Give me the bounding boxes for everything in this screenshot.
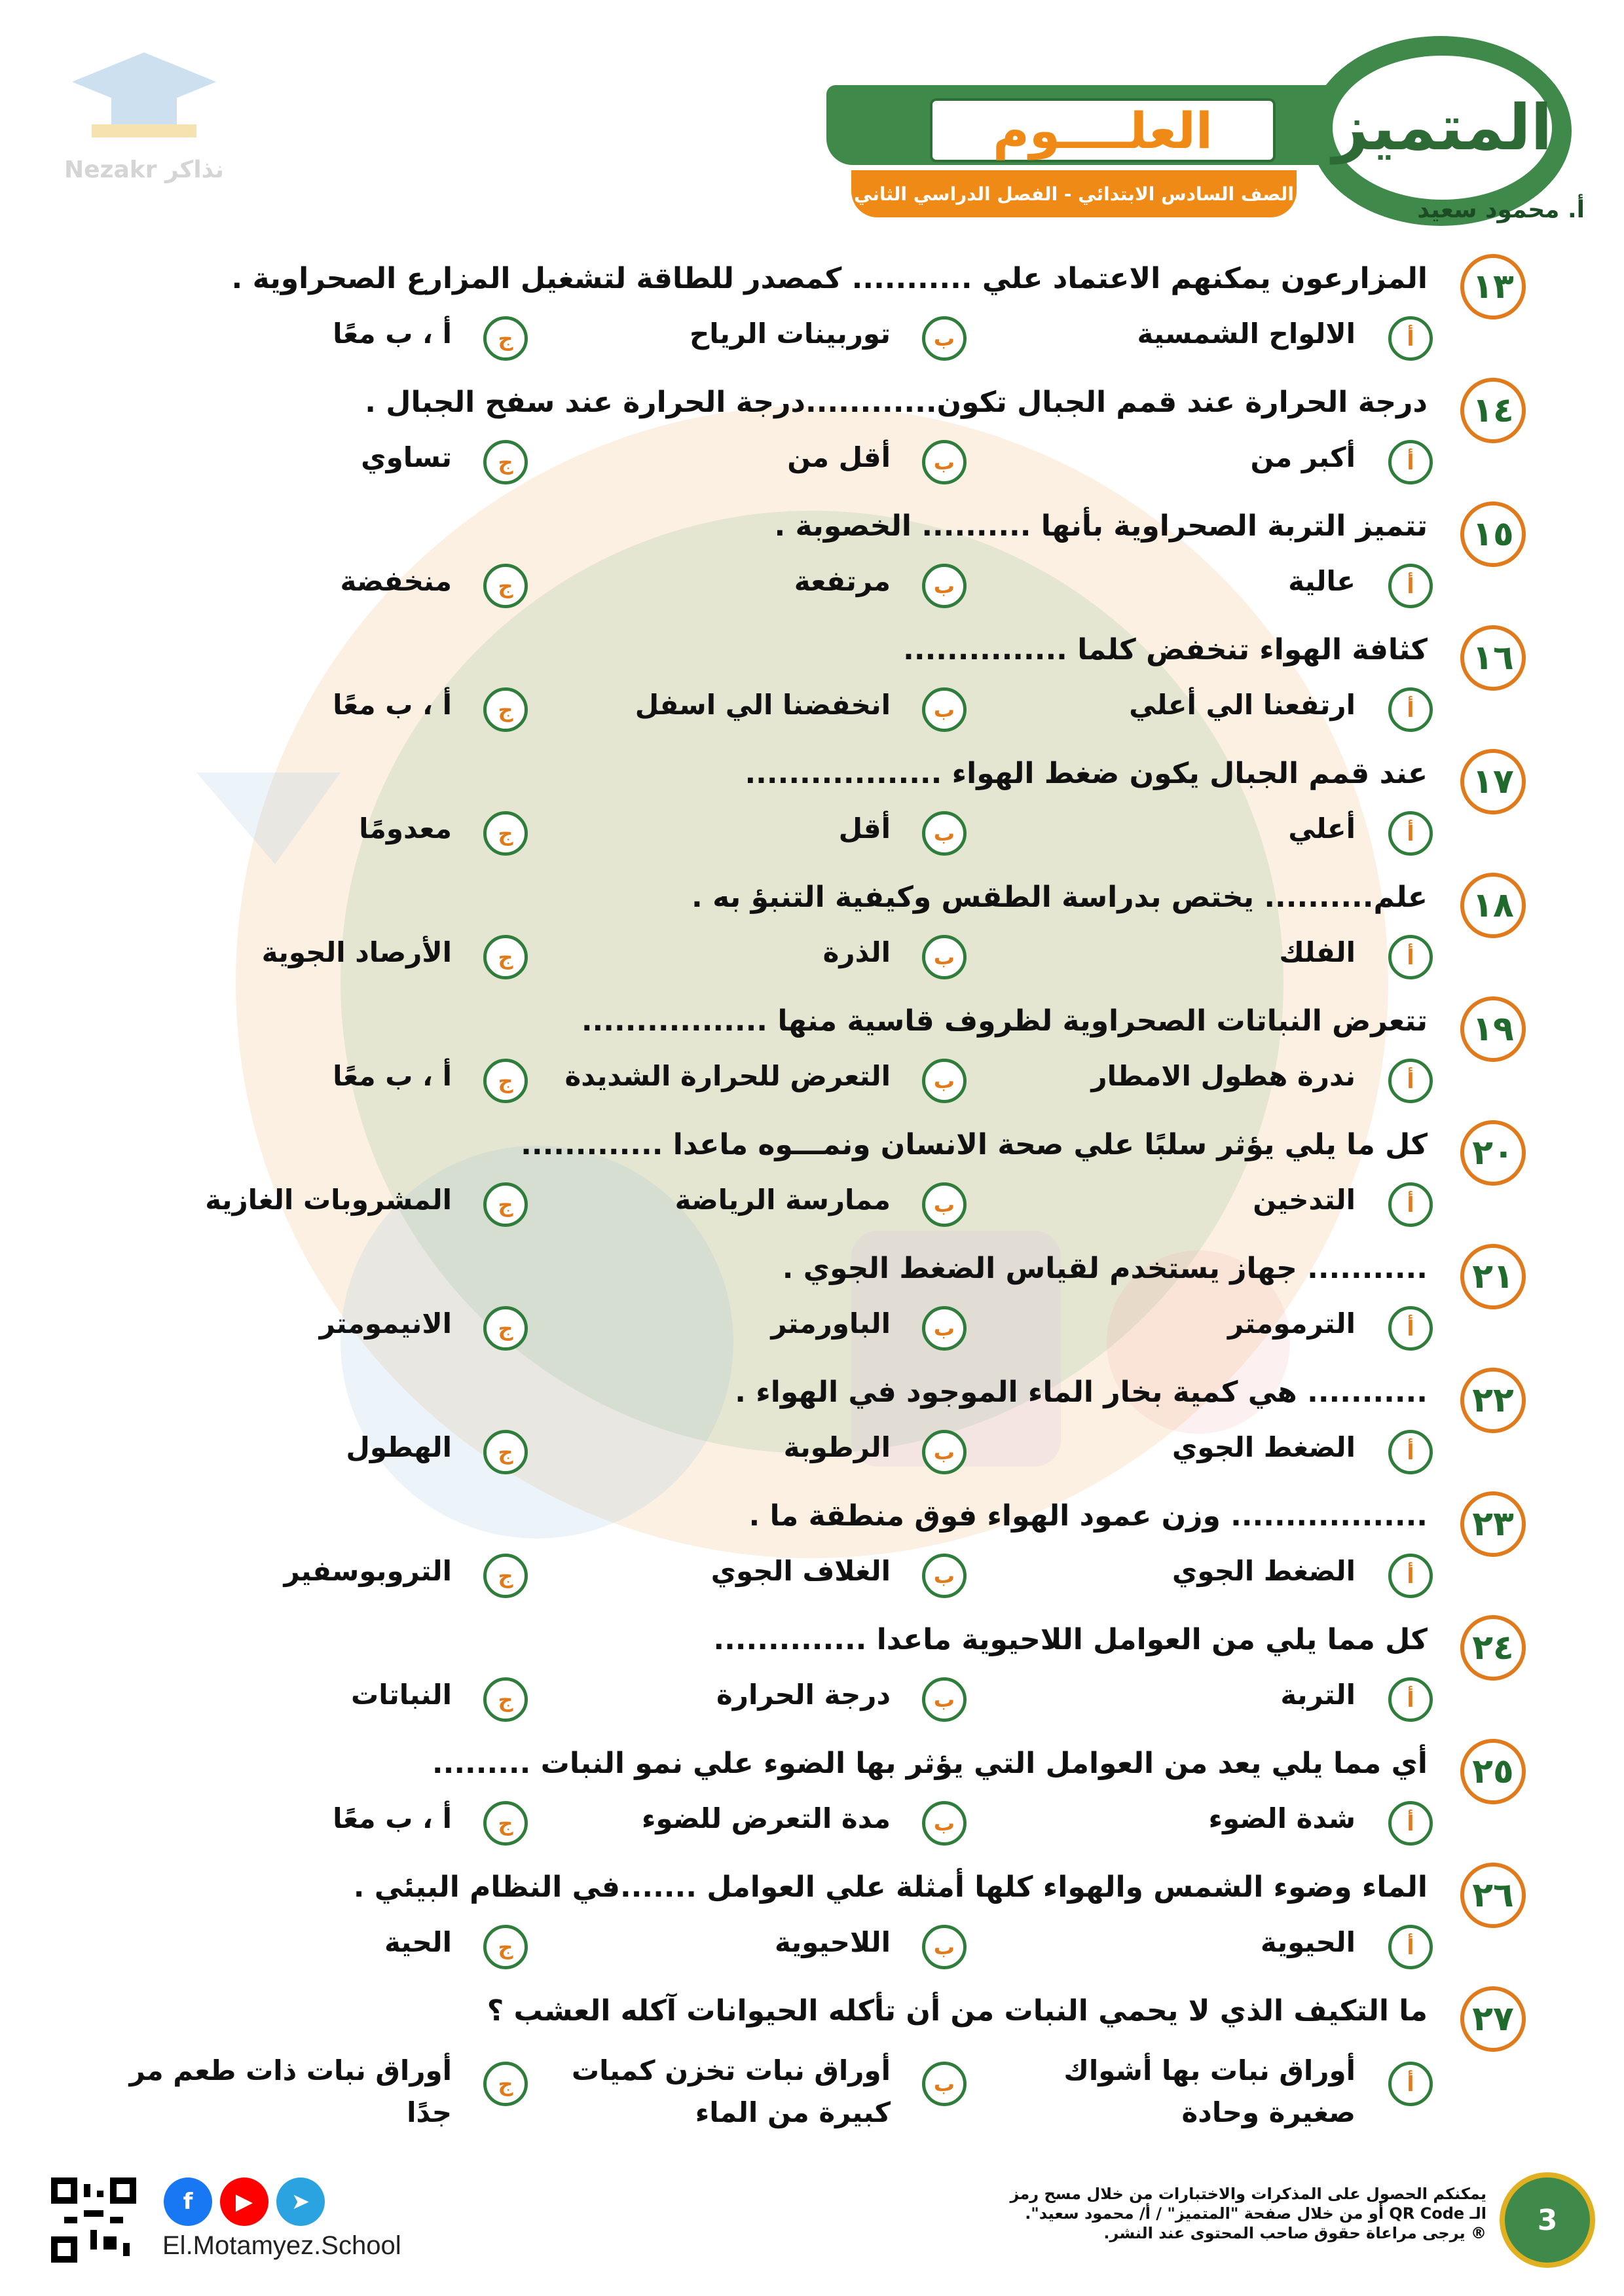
footer-note-line2: الـ QR Code أو من خلال صفحة "المتميز" / أ/ محمود سعيد". <box>1025 2204 1486 2223</box>
option-c-badge[interactable]: ج <box>483 316 528 361</box>
option-a-badge[interactable]: أ <box>1388 811 1433 856</box>
option-a-badge[interactable]: أ <box>1388 1182 1433 1227</box>
option-a-text[interactable]: شدة الضوء <box>1208 1802 1356 1834</box>
option-b-badge[interactable]: ب <box>922 935 967 979</box>
option-a-text[interactable]: الالواح الشمسية <box>1137 318 1356 350</box>
option-a-badge[interactable]: أ <box>1388 1059 1433 1103</box>
option-a-badge[interactable]: أ <box>1388 935 1433 979</box>
option-c-text[interactable]: الأرصاد الجوية <box>261 936 452 968</box>
subject-title: العلــــوم <box>930 98 1276 162</box>
facebook-icon[interactable]: f <box>164 2178 212 2226</box>
question-number: ١٦ <box>1460 625 1526 691</box>
option-b-badge[interactable]: ب <box>922 1677 967 1722</box>
page-number: 3 <box>1500 2172 1595 2268</box>
option-b-badge[interactable]: ب <box>922 316 967 361</box>
option-c-badge[interactable]: ج <box>483 1059 528 1103</box>
option-c-badge[interactable]: ج <box>483 935 528 979</box>
option-b-badge[interactable]: ب <box>922 564 967 608</box>
option-b-text[interactable]: مدة التعرض للضوء <box>641 1802 891 1834</box>
option-a-text[interactable]: الحيوية <box>1260 1926 1356 1958</box>
option-a-text[interactable]: الضغط الجوي <box>1172 1431 1356 1463</box>
option-c-text[interactable]: النباتات <box>351 1679 452 1711</box>
option-c-text[interactable]: أ ، ب معًا <box>333 1802 452 1834</box>
question-text: كل مما يلي من العوامل اللاحيوية ماعدا .............. <box>713 1623 1428 1656</box>
graduation-cap-icon <box>46 46 242 151</box>
teacher-name: أ. محمود سعيد <box>1417 196 1585 223</box>
option-c-badge[interactable]: ج <box>483 1925 528 1969</box>
option-a-badge[interactable]: أ <box>1388 2062 1433 2106</box>
option-b-text[interactable]: أوراق نبات تخزن كميات كبيرة من الماء <box>571 2054 891 2128</box>
option-a-text[interactable]: ندرة هطول الامطار <box>1091 1060 1356 1092</box>
question-number: ١٥ <box>1460 501 1526 567</box>
option-b-badge[interactable]: ب <box>922 2062 967 2106</box>
option-c-badge[interactable]: ج <box>483 2062 528 2106</box>
option-c-badge[interactable]: ج <box>483 1182 528 1227</box>
question-number: ٢٤ <box>1460 1615 1526 1681</box>
option-a-text[interactable]: التدخين <box>1253 1184 1356 1216</box>
option-a-badge[interactable]: أ <box>1388 1677 1433 1722</box>
question-text: عند قمم الجبال يكون ضغط الهواء .................. <box>745 757 1428 790</box>
option-b-badge[interactable]: ب <box>922 1801 967 1846</box>
option-c-text[interactable]: منخفضة <box>340 565 452 597</box>
option-c-badge[interactable]: ج <box>483 1677 528 1722</box>
option-c-badge[interactable]: ج <box>483 1430 528 1474</box>
option-a-text[interactable]: الفلك <box>1279 936 1356 968</box>
option-b-text[interactable]: الباورمتر <box>771 1307 891 1339</box>
option-c-text[interactable]: أ ، ب معًا <box>333 318 452 350</box>
option-b-text[interactable]: مرتفعة <box>794 565 891 597</box>
option-b-badge[interactable]: ب <box>922 1182 967 1227</box>
option-a-badge[interactable]: أ <box>1388 1430 1433 1474</box>
question-number: ١٨ <box>1460 873 1526 938</box>
option-a-text[interactable]: الترمومتر <box>1227 1307 1356 1339</box>
option-a-badge[interactable]: أ <box>1388 316 1433 361</box>
question-number: ٢٢ <box>1460 1368 1526 1433</box>
option-a-text[interactable]: عالية <box>1288 565 1356 597</box>
option-a-text[interactable]: ارتفعنا الي أعلي <box>1129 689 1356 721</box>
option-a-badge[interactable]: أ <box>1388 564 1433 608</box>
option-b-text[interactable]: اللاحيوية <box>774 1926 891 1958</box>
question-text: كل ما يلي يؤثر سلبًا علي صحة الانسان ونمـــوه ماعدا ............. <box>521 1128 1428 1161</box>
option-b-badge[interactable]: ب <box>922 811 967 856</box>
question-number: ١٧ <box>1460 749 1526 814</box>
option-b-badge[interactable]: ب <box>922 687 967 732</box>
brand-logo: المتميز <box>1333 56 1552 200</box>
question-text: كثافة الهواء تنخفض كلما ............... <box>903 633 1428 666</box>
option-c-text[interactable]: أ ، ب معًا <box>333 689 452 721</box>
option-b-text[interactable]: انخفضنا الي اسفل <box>635 689 891 721</box>
nezakr-logo <box>46 46 242 190</box>
question-text: تتعرض النباتات الصحراوية لظروف قاسية منها ................. <box>581 1004 1428 1038</box>
question-text: .................. وزن عمود الهواء فوق منطقة ما . <box>748 1499 1428 1533</box>
question-number: ٢٦ <box>1460 1863 1526 1928</box>
option-b-badge[interactable]: ب <box>922 1306 967 1351</box>
footer-note <box>982 2184 1486 2243</box>
option-c-text[interactable]: التروبوسفير <box>284 1555 452 1587</box>
option-c-text[interactable]: أوراق نبات ذات طعم مر جدًا <box>129 2054 452 2128</box>
option-a-text[interactable]: الضغط الجوي <box>1172 1555 1356 1587</box>
option-c-text[interactable]: تساوي <box>361 441 452 473</box>
question-text: ........... هي كمية بخار الماء الموجود في الهواء . <box>735 1376 1428 1409</box>
question-number: ٢٠ <box>1460 1120 1526 1186</box>
qr-code-icon <box>51 2178 136 2263</box>
question-text: أي مما يلي يعد من العوامل التي يؤثر بها الضوء علي نمو النبات ......... <box>432 1747 1428 1780</box>
option-a-text[interactable]: أعلي <box>1288 812 1356 845</box>
option-a-badge[interactable]: أ <box>1388 440 1433 484</box>
option-c-text[interactable]: معدومًا <box>359 812 452 845</box>
question-text: درجة الحرارة عند قمم الجبال تكون............درجة الحرارة عند سفح الجبال . <box>365 386 1428 419</box>
option-c-badge[interactable]: ج <box>483 1306 528 1351</box>
question-number: ١٩ <box>1460 996 1526 1062</box>
question-text: الماء وضوء الشمس والهواء كلها أمثلة علي العوامل .......في النظام البيئي . <box>353 1870 1428 1904</box>
option-a-text[interactable]: أكبر من <box>1250 441 1356 473</box>
option-a-badge[interactable]: أ <box>1388 687 1433 732</box>
option-b-text[interactable]: الذرة <box>822 936 891 968</box>
question-text: تتميز التربة الصحراوية بأنها .......... الخصوبة . <box>774 509 1428 543</box>
option-c-text[interactable]: المشروبات الغازية <box>205 1184 452 1216</box>
grade-label: الصف السادس الابتدائي - الفصل الدراسي الثاني <box>851 170 1297 217</box>
option-b-badge[interactable]: ب <box>922 440 967 484</box>
option-c-badge[interactable]: ج <box>483 1554 528 1598</box>
option-b-text[interactable]: الرطوبة <box>783 1431 891 1463</box>
option-c-badge[interactable]: ج <box>483 440 528 484</box>
option-c-text[interactable]: أ ، ب معًا <box>333 1060 452 1092</box>
option-b-text[interactable]: أقل من <box>787 441 891 473</box>
option-c-text[interactable]: الهطول <box>346 1431 452 1463</box>
option-a-badge[interactable]: أ <box>1388 1554 1433 1598</box>
website-link[interactable]: El.Motamyez.School <box>162 2231 401 2260</box>
option-b-badge[interactable]: ب <box>922 1554 967 1598</box>
question-text: ........... جهاز يستخدم لقياس الضغط الجوي . <box>782 1252 1428 1285</box>
qr-code[interactable] <box>51 2178 136 2263</box>
question-number: ٢١ <box>1460 1244 1526 1309</box>
youtube-icon[interactable]: ▶ <box>220 2178 268 2226</box>
option-a-text[interactable]: أوراق نبات بها أشواك صغيرة وحادة <box>1063 2054 1356 2128</box>
option-c-badge[interactable]: ج <box>483 564 528 608</box>
question-number: ٢٥ <box>1460 1739 1526 1804</box>
option-b-text[interactable]: التعرض للحرارة الشديدة <box>564 1060 891 1092</box>
option-b-text[interactable]: الغلاف الجوي <box>710 1555 891 1587</box>
question-number: ١٤ <box>1460 378 1526 443</box>
option-a-badge[interactable]: أ <box>1388 1925 1433 1969</box>
question-number: ٢٣ <box>1460 1491 1526 1557</box>
option-a-badge[interactable]: أ <box>1388 1306 1433 1351</box>
option-a-text[interactable]: التربة <box>1280 1679 1356 1711</box>
question-number: ١٣ <box>1460 254 1526 319</box>
footer-note-line3: ® يرجى مراعاة حقوق صاحب المحتوى عند النشر. <box>1103 2224 1486 2242</box>
option-b-text[interactable]: درجة الحرارة <box>716 1679 891 1711</box>
question-text: علم.......... يختص بدراسة الطقس وكيفية التنبؤ به . <box>692 881 1428 914</box>
option-c-badge[interactable]: ج <box>483 811 528 856</box>
question-text: ما التكيف الذي لا يحمي النبات من أن تأكله الحيوانات آكله العشب ؟ <box>487 1994 1428 2028</box>
option-b-text[interactable]: توربينات الرياح <box>689 318 891 350</box>
option-b-badge[interactable]: ب <box>922 1430 967 1474</box>
option-a-badge[interactable]: أ <box>1388 1801 1433 1846</box>
option-c-text[interactable]: الحية <box>384 1926 452 1958</box>
option-b-badge[interactable]: ب <box>922 1059 967 1103</box>
option-c-badge[interactable]: ج <box>483 687 528 732</box>
question-number: ٢٧ <box>1460 1986 1526 2052</box>
option-b-text[interactable]: ممارسة الرياضة <box>674 1184 891 1216</box>
option-c-badge[interactable]: ج <box>483 1801 528 1846</box>
option-c-text[interactable]: الانيمومتر <box>319 1307 452 1339</box>
question-text: المزارعون يمكنهم الاعتماد علي ........... كمصدر للطاقة لتشغيل المزارع الصحراوية . <box>231 262 1428 295</box>
option-b-text[interactable]: أقل <box>838 812 891 845</box>
footer-note-line1: يمكنكم الحصول على المذكرات والاختبارات من خلال مسح رمز <box>1010 2185 1486 2203</box>
option-b-badge[interactable]: ب <box>922 1925 967 1969</box>
telegram-icon[interactable]: ➤ <box>276 2178 325 2226</box>
nezakr-label: Nezakr نذاكر <box>64 156 224 183</box>
